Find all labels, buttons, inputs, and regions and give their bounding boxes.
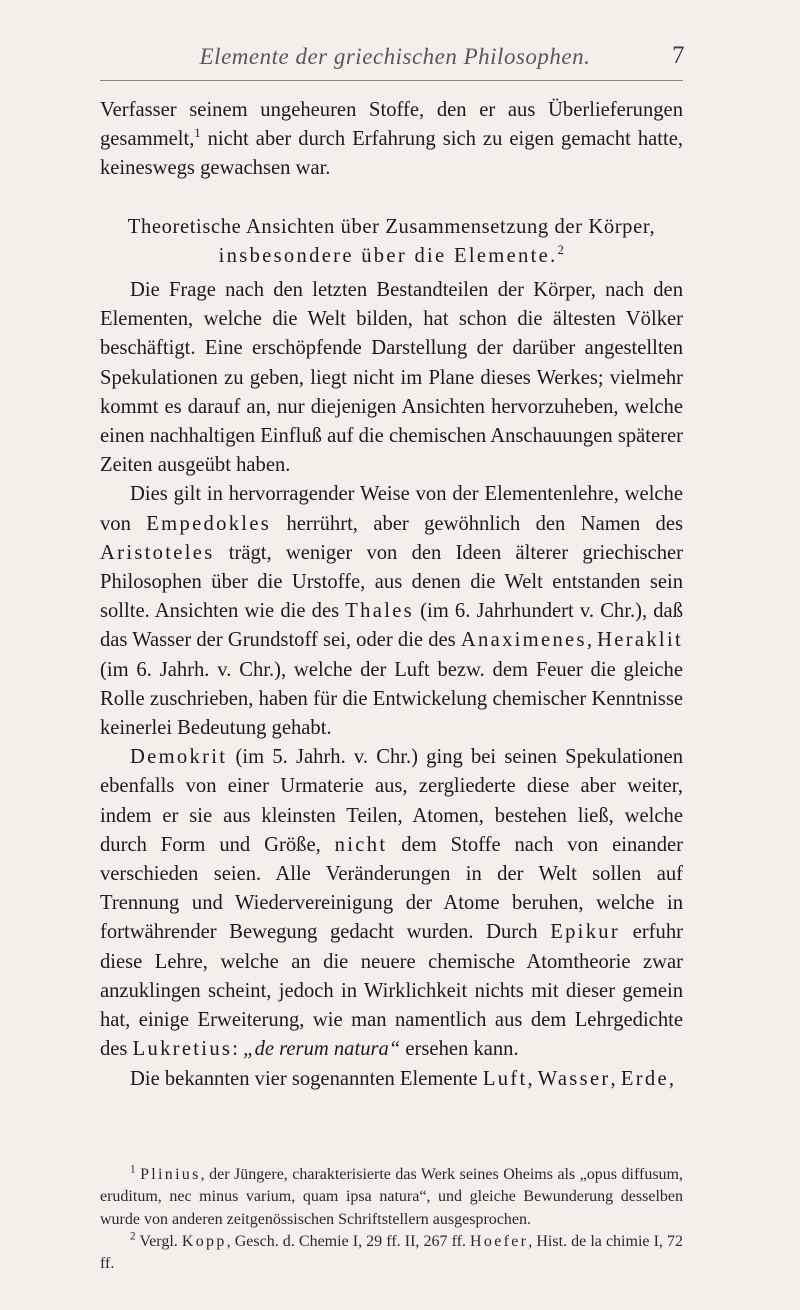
person-name: Anaximenes <box>460 629 587 652</box>
heading-line-1: Theoretische Ansichten über Zusammensetzung der Körper, <box>127 215 656 238</box>
text-run: , <box>610 1067 621 1090</box>
person-name: Epikur <box>550 921 621 944</box>
element-name: Luft <box>482 1067 528 1090</box>
paragraph-continuation <box>100 96 683 184</box>
person-name: Aristoteles <box>100 541 215 564</box>
text-run: Die bekannten vier sogenannten Elemente <box>130 1067 483 1090</box>
text-run: , der Jüngere, charakterisierte das Werk seines Oheims als „opus diffusum, eruditum, nec minus varium, quam ipsa natura“, und gleiche Bewunderung desselben wurde von anderen zeitgenössischen Schriftstellern ausgesprochen. <box>100 1166 683 1228</box>
element-name: Wasser <box>537 1067 611 1090</box>
person-name: Heraklit <box>597 629 683 652</box>
work-title: „de rerum natura“ <box>243 1038 401 1061</box>
text-run: herrührt, aber gewöhnlich den Namen des <box>271 512 683 535</box>
paragraph <box>100 743 683 1064</box>
paragraph <box>100 480 683 743</box>
person-name: Hoefer <box>470 1232 529 1250</box>
person-name: Lukretius <box>132 1038 233 1061</box>
body-text <box>100 96 683 1094</box>
footnote-number: 1 <box>130 1163 136 1176</box>
text-run: erfuhr diese Lehre, welche an die neuere chemische Atomtheorie zwar anzuklingen scheint, jedoch in Wirklichkeit nichts mit dieser gemein hat, einige Erweiterung, wie man namentlich aus dem Lehrgedichte des <box>100 921 683 1061</box>
text-run: , <box>527 1067 538 1090</box>
paragraph: Die Frage nach den letzten Bestandteilen der Körper, nach den Elementen, welche die Welt bilden, hat schon die ältesten Völker beschäftigt. Eine erschöpfende Darstellung der darüber angestellten Spekulationen zu geben, liegt nicht im Plane dieses Werkes; vielmehr kommt es darauf an, nur diejenigen Ansichten hervorzuheben, welche einen nachhaltigen Einfluß auf die chemischen Anschauungen späterer Zeiten ausgeübt haben. <box>100 279 683 477</box>
paragraph <box>100 1065 683 1094</box>
text-run: Vergl. <box>139 1232 182 1250</box>
person-name: Plinius <box>140 1166 201 1183</box>
element-name: Erde <box>620 1067 669 1090</box>
text-run: , Hist. de la chimie I, 72 ff. <box>100 1232 684 1273</box>
running-title: Elemente der griechischen Philosophen. <box>199 44 591 69</box>
text-run: (im 6. Jahrh. v. Chr.), welche der Luft bezw. dem Feuer die gleiche Rolle zuschrieben, haben für die Entwickelung chemischer Kenntnisse keinerlei Bedeutung gehabt. <box>100 658 683 740</box>
person-name: Kopp <box>181 1232 227 1250</box>
section-heading <box>100 213 683 271</box>
person-name: Thales <box>345 600 414 623</box>
page-header <box>0 44 800 84</box>
text-run: trägt, weniger von den Ideen älterer griechischer Philosophen über die Urstoffe, aus denen die Welt entstanden sein sollte. Ansichten wie die des <box>100 541 683 623</box>
text-run: dem Stoffe nach von einander verschieden seien. Alle Veränderungen in der Welt sollen auf Trennung und Wiedervereinigung der Atome beruhen, welche in fortwährender Bewegung gedacht wurden. Durch <box>100 833 683 944</box>
emphasis: nicht <box>334 833 388 856</box>
text-run: Verfasser seinem ungeheuren Stoffe, den er aus Überlieferungen gesammelt, <box>100 99 683 151</box>
footnote-ref: 2 <box>557 242 565 257</box>
text-run: (im 6. Jahrhundert v. Chr.), daß das Wasser der Grundstoff sei, oder die des <box>100 600 683 652</box>
text-run: (im 5. Jahrh. v. Chr.) ging bei seinen Spekulationen ebenfalls von einer Urmaterie aus, zergliederte diese aber weiter, indem er sie aus kleinsten Teilen, Atomen, bestehen ließ, welche durch Form und Größe, <box>100 746 683 856</box>
text-run: , Gesch. d. Chemie I, 29 ff. II, 267 ff. <box>226 1232 471 1250</box>
heading-line-2: insbesondere über die Elemente. <box>218 244 558 267</box>
footnote-ref: 1 <box>194 126 201 141</box>
footnotes <box>100 1164 683 1275</box>
text-run: nicht aber durch Erfahrung sich zu eigen gemacht hatte, keineswegs gewachsen war. <box>100 128 683 180</box>
text-run: , <box>668 1067 675 1090</box>
footnote-2 <box>100 1231 683 1276</box>
footnote-1 <box>100 1164 683 1231</box>
person-name: Demokrit <box>130 746 228 769</box>
text-run: Dies gilt in hervorragender Weise von der Elementenlehre, welche von <box>100 483 683 535</box>
header-rule <box>100 80 683 81</box>
text-run: : <box>232 1038 244 1061</box>
page-number: 7 <box>672 42 685 69</box>
person-name: Empedokles <box>146 512 272 535</box>
footnote-number: 2 <box>130 1230 136 1243</box>
text-run: , <box>586 629 598 652</box>
text-run: ersehen kann. <box>400 1038 519 1061</box>
